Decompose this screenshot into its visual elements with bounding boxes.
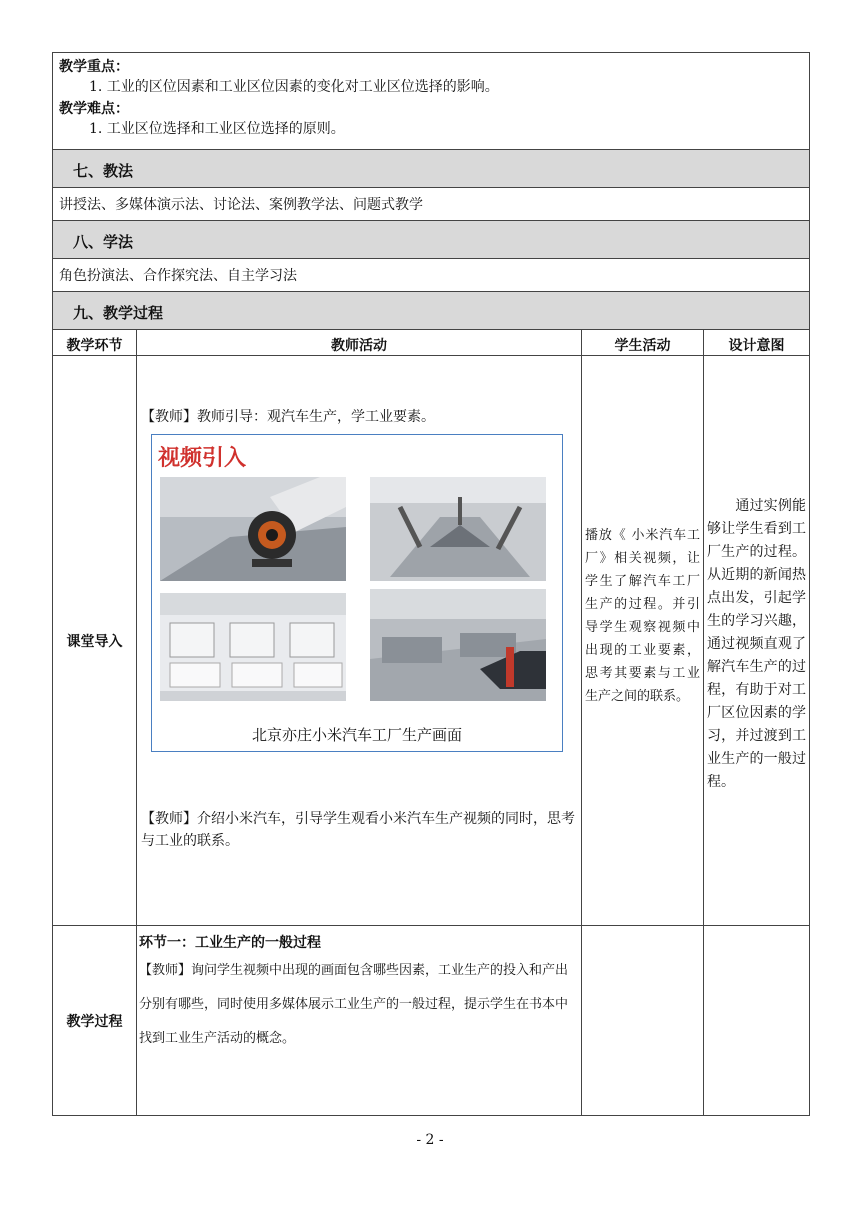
design-intent-process bbox=[704, 926, 810, 1116]
teacher-after-text: 【教师】介绍小米汽车，引导学生观看小米汽车生产视频的同时，思考与工业的联系。 bbox=[141, 811, 575, 849]
student-activity-intro bbox=[582, 356, 704, 926]
section7-content: 讲授法、多媒体演示法、讨论法、案例教学法、问题式教学 bbox=[59, 197, 423, 213]
factory-floor-photo bbox=[370, 589, 546, 701]
stage-process: 教学过程 bbox=[53, 926, 137, 1116]
video-intro-caption: 北京亦庄小米汽车工厂生产画面 bbox=[251, 726, 462, 744]
key-points-cell bbox=[53, 53, 810, 150]
header-teacher: 教师活动 bbox=[137, 330, 582, 356]
header-stage: 教学环节 bbox=[53, 330, 137, 356]
section8-header bbox=[53, 221, 810, 259]
lesson-plan-table bbox=[52, 52, 810, 1116]
process-heading: 环节一：工业生产的一般过程 bbox=[139, 935, 321, 951]
student-activity-intro-text: 播放《 小米汽车工厂》相关视频，让学生了解汽车工厂生产的过程。并引导学生观察视频中出现的工业要素，思考其要素与工业生产之间的联系。 bbox=[585, 528, 700, 704]
section7-header bbox=[53, 150, 810, 188]
design-intent-intro-text: 通过实例能够让学生看到工厂生产的过程。从近期的新闻热点出发，引起学生的学习兴趣，通过视频直观了解汽车生产的过程，有助于对工厂区位因素的学习，并过渡到工业生产的一般过程。 bbox=[707, 498, 806, 790]
section9-header bbox=[53, 292, 810, 330]
lesson-plan-page bbox=[52, 52, 809, 1116]
header-student: 学生活动 bbox=[582, 330, 704, 356]
section8-content-cell bbox=[53, 259, 810, 292]
video-intro-title: 视频引入 bbox=[158, 446, 247, 471]
student-activity-process bbox=[582, 926, 704, 1116]
key-points-item: 1. 工业的区位因素和工业区位因素的变化对工业区位选择的影响。 bbox=[89, 79, 499, 95]
header-intent: 设计意图 bbox=[704, 330, 810, 356]
difficult-points-item: 1. 工业区位选择和工业区位选择的原则。 bbox=[89, 121, 345, 137]
video-intro-image bbox=[151, 434, 563, 752]
agv-vehicles-photo bbox=[160, 593, 346, 701]
section9-title: 九、教学过程 bbox=[73, 304, 164, 322]
section8-title: 八、学法 bbox=[73, 233, 134, 251]
section7-content-cell bbox=[53, 188, 810, 221]
key-points-title: 教学重点： bbox=[59, 59, 129, 75]
difficult-points-title: 教学难点： bbox=[59, 101, 129, 117]
section8-content: 角色扮演法、合作探究法、自主学习法 bbox=[59, 268, 297, 284]
teacher-activity-process bbox=[137, 926, 582, 1116]
process-teacher-text: 【教师】询问学生视频中出现的画面包含哪些因素，工业生产的投入和产出分别有哪些，同时使用多媒体展示工业生产的一般过程，提示学生在书本中找到工业生产活动的概念。 bbox=[139, 963, 569, 1046]
teacher-activity-intro bbox=[137, 356, 582, 926]
assembly-line-photo bbox=[370, 477, 546, 581]
section7-title: 七、教法 bbox=[73, 162, 134, 180]
design-intent-intro bbox=[704, 356, 810, 926]
robot-arm-photo bbox=[160, 477, 346, 581]
stage-intro: 课堂导入 bbox=[53, 356, 137, 926]
page-number: - 2 - bbox=[416, 1132, 444, 1148]
teacher-intro-text: 【教师】教师引导：观汽车生产，学工业要素。 bbox=[141, 409, 435, 425]
